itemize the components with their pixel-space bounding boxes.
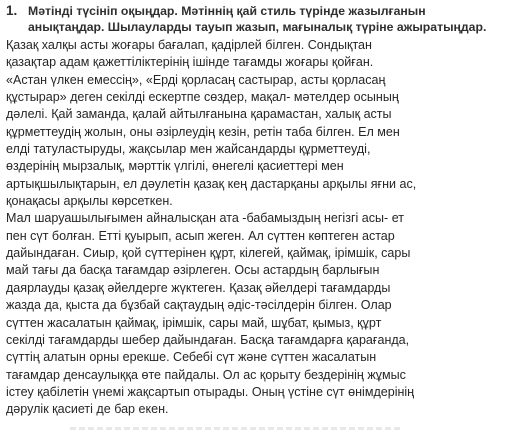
body-text-line: дайындаған. Сиыр, қой сүттерінен құрт, кілегей, қаймақ, ірімшік, сары <box>6 246 411 261</box>
body-text-line: елді татуластыруды, жақсылар мен жайсандарды құрметтеуді, <box>6 142 371 157</box>
body-text-line: құстырар» деген секілді ескертпе сөздер, мақал- мәтелдер осының <box>6 90 399 105</box>
task-number: 1. <box>6 3 18 18</box>
body-text-line: Қазақ халқы асты жоғары бағалап, қадірлей білген. Сондықтан <box>6 38 372 52</box>
body-text-line: «Астан үлкен емессің», «Ерді қорласаң састырар, асты қорласаң <box>6 72 386 87</box>
body-text-line: дәрулік қасиеті де бар екен. <box>6 402 169 417</box>
body-text-line: дәлелі. Қай заманда, қалай айтылғанына қарамастан, халық асты <box>6 107 392 122</box>
body-text-line: Мал шаруашылығымен айналысқан ата -бабамыздың негізгі асы- ет <box>6 211 404 226</box>
body-text-line: қонақасы арқылы көрсеткен. <box>6 194 173 209</box>
body-text-line: жазда да, қыста да бұзбай сақтаудың әдіс-тәсілдерін білген. Олар <box>6 298 392 313</box>
body-text-line: өздерінің мырзалық, мәрттік үлгілі, өнегелі қасиеттері мен <box>6 159 344 174</box>
body-text-line: секілді тағамдарды шебер дайындаған. Басқа тағамдарға қарағанда, <box>6 332 410 347</box>
body-text-line: артықшылықтарын, ел дәулетін қазақ кең дастарқаны арқылы яғни ас, <box>6 176 417 191</box>
body-text <box>6 37 509 419</box>
body-text-line: сүттің алатын орны ерекше. Себебі сүт және сүттен жасалатын <box>6 350 377 365</box>
task-instruction-line: Мәтінді түсініп оқыңдар. Мәтіннің қай стиль түрінде жазылғанын <box>28 4 426 18</box>
cut-off-text-line <box>0 424 509 431</box>
task-instruction-line: анықтаңдар. Шылауларды тауып жазып, мағыналық түріне ажыратыңдар. <box>28 20 487 34</box>
body-text-line: май тағы да басқа тағамдар әзірлеген. Осы астардың барлығын <box>6 263 380 278</box>
body-text-line: даярлауды қазақ әйелдерге жүктеген. Қазақ әйелдері тағамдарды <box>6 280 391 295</box>
body-text-line: тағамдар денсаулыққа өте пайдалы. Ол ас қорыту бездерінің жұмыс <box>6 367 406 382</box>
body-text-line: құрметтеудің жолын, оны әзірлеудің кезін, ретін таба білген. Ел мен <box>6 124 400 139</box>
body-text-line: істеу қабілетін үнемі жақсартып отырады. Оның үстіне сүт өнімдерінің <box>6 384 415 399</box>
body-text-line: қазақтар адам қажеттіліктерінің ішінде тағамды жоғары қойған. <box>6 55 374 70</box>
body-text-line: сүттен жасалатын қаймақ, ірімшік, сары май, шұбат, қымыз, құрт <box>6 315 382 330</box>
task-instruction <box>6 3 506 35</box>
body-text-line: пен сүт болған. Етті қуырып, асып жеген. Ал сүттен көптеген астар <box>6 228 395 243</box>
